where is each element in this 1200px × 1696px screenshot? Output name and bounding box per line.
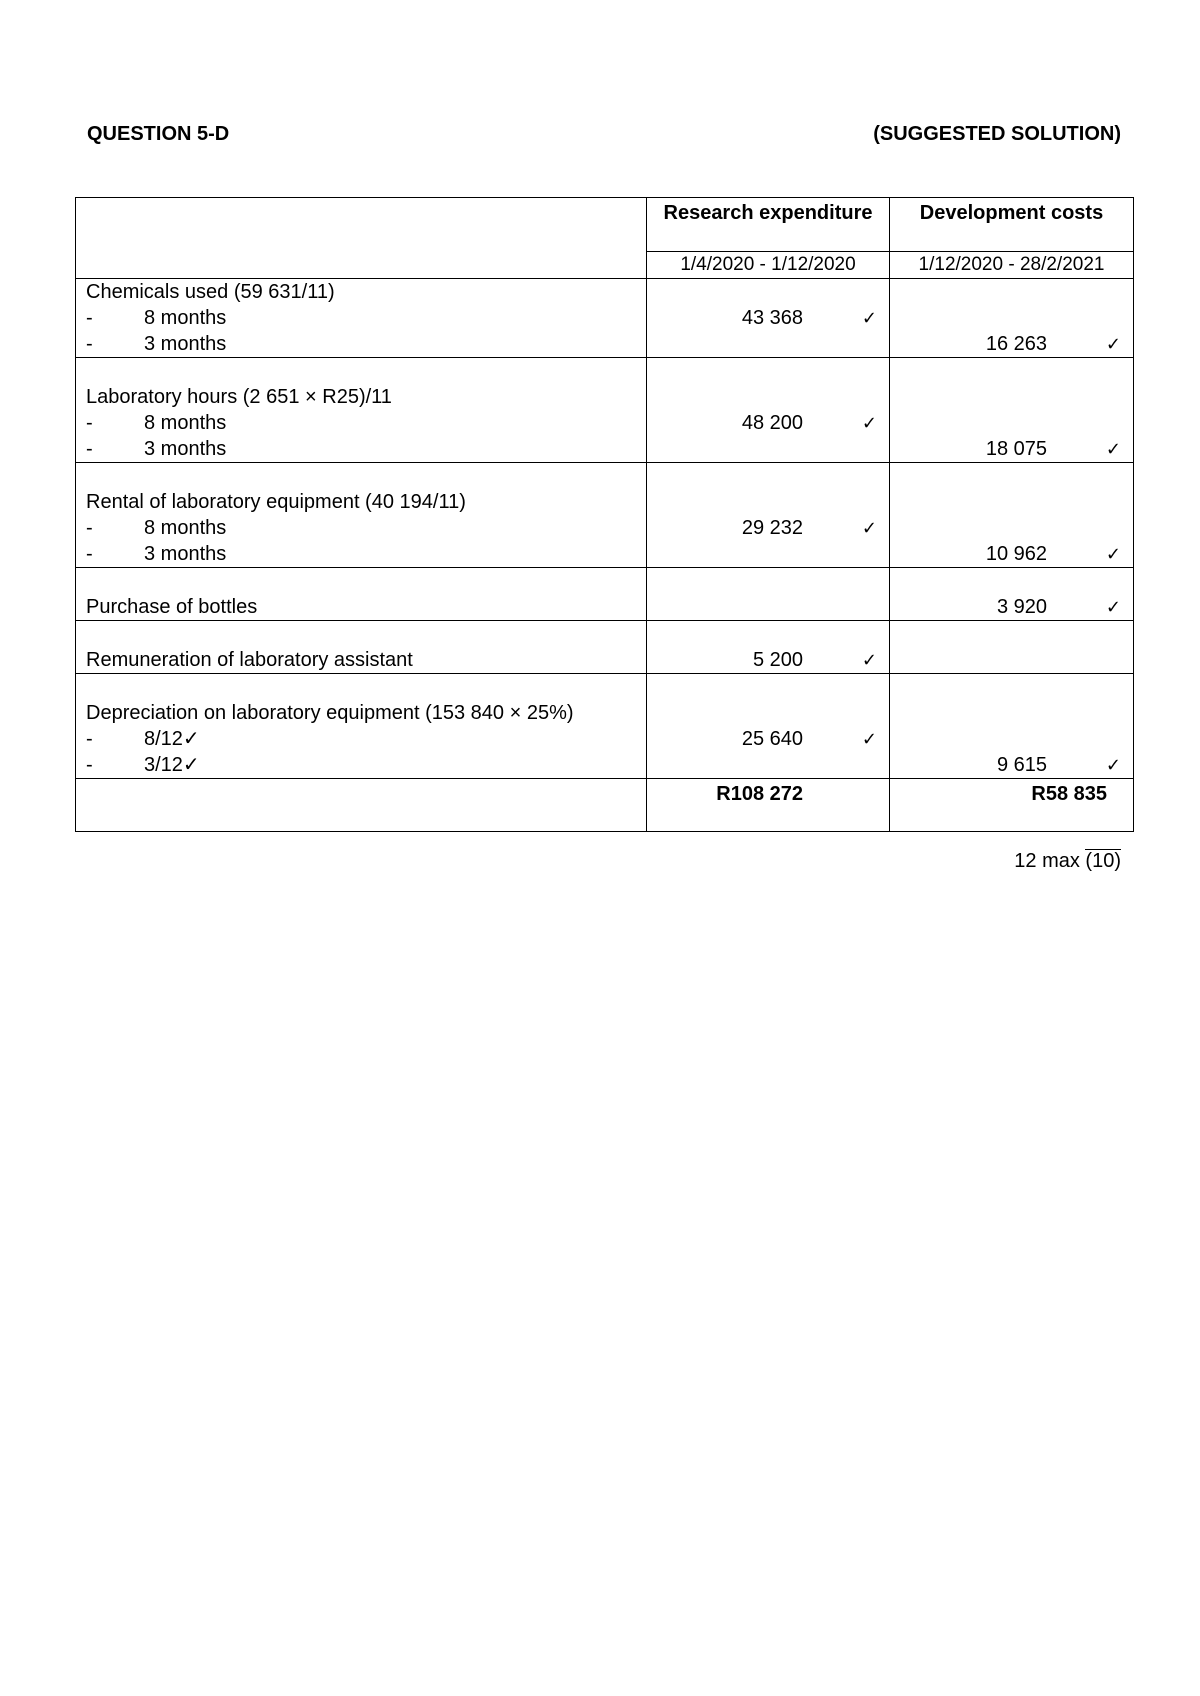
research-value: 5 200 [752, 649, 803, 671]
check-icon: ✓ [1105, 439, 1121, 459]
dash-marker: - [86, 307, 93, 329]
dash-marker: - [86, 517, 93, 539]
check-icon: ✓ [861, 308, 877, 328]
research-cell [647, 463, 890, 568]
sub-label: 8/12✓ [144, 728, 200, 750]
question-title: QUESTION 5-D [87, 123, 230, 145]
research-cell [647, 674, 890, 779]
development-cell [890, 674, 1134, 779]
research-cell [647, 568, 890, 621]
check-icon: ✓ [861, 729, 877, 749]
marks-prefix: 12 max [1014, 850, 1086, 872]
row-title: Purchase of bottles [86, 596, 258, 618]
row-title: Depreciation on laboratory equipment (153 840 × 25%) [86, 702, 574, 724]
check-icon: ✓ [1105, 334, 1121, 354]
research-value: 29 232 [741, 517, 803, 539]
total-research: R108 272 [716, 783, 803, 805]
total-row [76, 779, 1134, 832]
development-cell [890, 358, 1134, 463]
development-cell [890, 463, 1134, 568]
total-development: R58 835 [1031, 783, 1107, 805]
research-cell [647, 621, 890, 674]
sub-label: 3 months [144, 438, 227, 460]
row-title: Rental of laboratory equipment (40 194/11) [86, 491, 466, 513]
check-icon: ✓ [1105, 544, 1121, 564]
row-label-cell [76, 674, 647, 779]
research-cell [647, 358, 890, 463]
sub-label: 8 months [144, 517, 227, 539]
research-value: 43 368 [741, 307, 803, 329]
dash-marker: - [86, 438, 93, 460]
row-label-cell [76, 279, 647, 358]
table-row [76, 674, 1134, 779]
check-icon: ✓ [861, 650, 877, 670]
header-row [76, 198, 1134, 252]
solution-label: (SUGGESTED SOLUTION) [873, 123, 1121, 145]
row-label-cell [76, 621, 647, 674]
table-row [76, 568, 1134, 621]
dash-marker: - [86, 728, 93, 750]
solution-table [75, 197, 1134, 832]
dash-marker: - [86, 412, 93, 434]
row-label-cell [76, 568, 647, 621]
development-value: 16 263 [985, 333, 1047, 355]
check-icon: ✓ [1105, 597, 1121, 617]
sub-label: 3 months [144, 543, 227, 565]
period-research: 1/4/2020 - 1/12/2020 [647, 252, 890, 279]
dash-marker: - [86, 333, 93, 355]
research-cell [647, 279, 890, 358]
header-blank-cell [76, 198, 647, 279]
development-cell [890, 621, 1134, 674]
sub-label: 3/12✓ [144, 754, 200, 776]
row-title: Chemicals used (59 631/11) [86, 281, 335, 303]
development-value: 3 920 [996, 596, 1047, 618]
research-value: 25 640 [741, 728, 803, 750]
row-label-cell [76, 463, 647, 568]
table-row [76, 279, 1134, 358]
research-value: 48 200 [741, 412, 803, 434]
row-title: Laboratory hours (2 651 × R25)/11 [86, 386, 392, 408]
marks-allocation [1014, 848, 1121, 874]
sub-label: 3 months [144, 333, 227, 355]
check-icon: ✓ [1105, 755, 1121, 775]
dash-marker: - [86, 543, 93, 565]
check-icon: ✓ [861, 413, 877, 433]
development-cell [890, 279, 1134, 358]
total-research-cell [647, 779, 890, 832]
dash-marker: - [86, 754, 93, 776]
sub-label: 8 months [144, 412, 227, 434]
total-development-cell [890, 779, 1134, 832]
sub-label: 8 months [144, 307, 227, 329]
table-row [76, 463, 1134, 568]
development-cell [890, 568, 1134, 621]
development-value: 10 962 [985, 543, 1047, 565]
marks-max: (10) [1085, 850, 1121, 872]
total-label-cell [76, 779, 647, 832]
development-value: 18 075 [985, 438, 1047, 460]
check-icon: ✓ [861, 518, 877, 538]
period-development: 1/12/2020 - 28/2/2021 [890, 252, 1134, 279]
table-row [76, 621, 1134, 674]
row-title: Remuneration of laboratory assistant [86, 649, 413, 671]
header-research: Research expenditure [647, 198, 890, 252]
row-label-cell [76, 358, 647, 463]
development-value: 9 615 [996, 754, 1047, 776]
header-development: Development costs [890, 198, 1134, 252]
table-row [76, 358, 1134, 463]
